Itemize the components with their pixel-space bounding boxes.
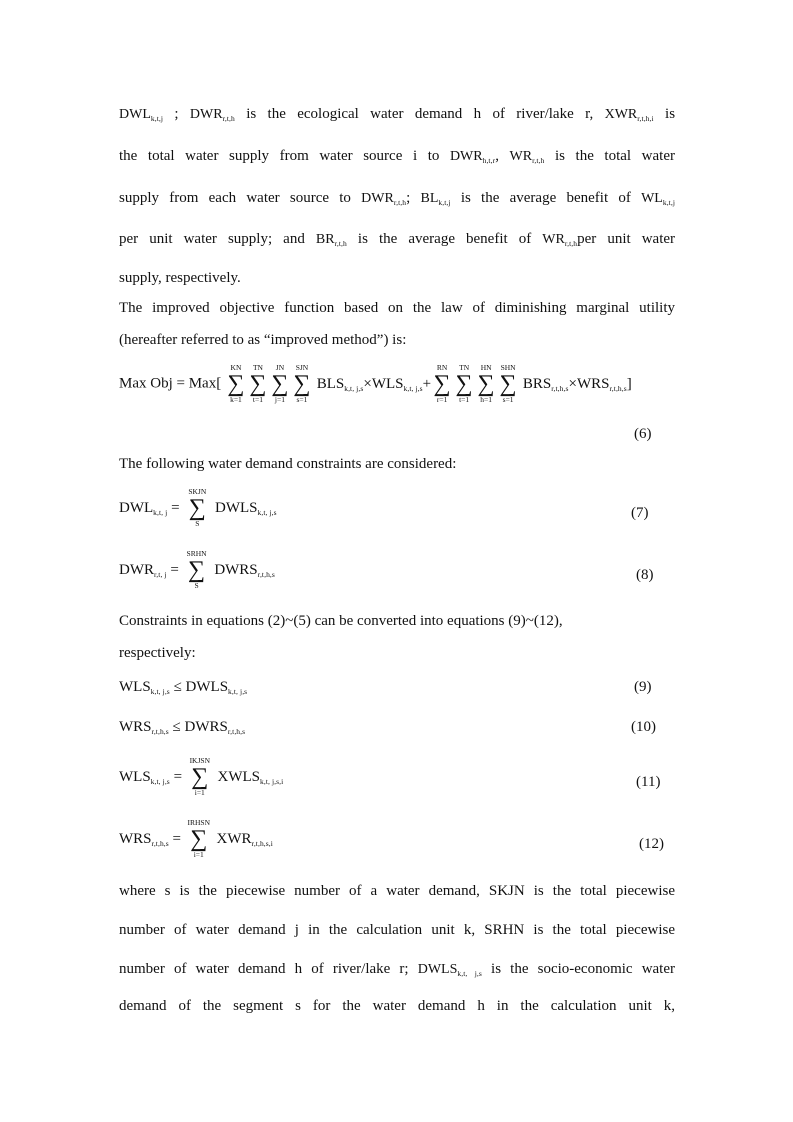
sigma-symbol: ∑ <box>499 371 517 397</box>
sum-t <box>247 364 269 404</box>
equation-number-10: (10) <box>631 719 656 735</box>
sub: r,t,h,s <box>151 838 169 848</box>
equation-number-7: (7) <box>631 505 649 521</box>
sum-upper: SHN <box>500 363 516 372</box>
separator: ; <box>406 190 411 206</box>
sigma-symbol: ∑ <box>190 826 208 852</box>
para4-line2: respectively: <box>119 645 196 661</box>
equation-10 <box>119 719 419 736</box>
sub: r,t,h <box>564 239 578 248</box>
sum-s <box>291 364 313 404</box>
sub: h,t,r <box>482 156 496 165</box>
sub: r,t,h,i <box>637 114 654 123</box>
sum-upper: SJN <box>295 363 309 372</box>
var-xwr: XWR <box>604 107 638 122</box>
sum-s2 <box>497 364 519 404</box>
sum-upper: TN <box>459 363 470 372</box>
sum-k <box>225 364 247 404</box>
para1-line1 <box>119 106 675 123</box>
sub: r,t,h <box>393 198 407 207</box>
sum-s <box>183 550 211 590</box>
equation-6 <box>119 364 719 404</box>
sum-lower: t=1 <box>252 395 263 404</box>
eq11-lhs: WLS <box>119 768 151 785</box>
sub: k,t, j,s <box>150 687 170 696</box>
sigma-symbol: ∑ <box>249 371 267 397</box>
sum-lower: t=1 <box>459 395 470 404</box>
sub: r,t,h <box>334 239 347 248</box>
sigma-symbol: ∑ <box>188 495 206 521</box>
sum-upper: SRHN <box>186 549 207 558</box>
para1-line4 <box>119 231 675 248</box>
term-brs: BRS <box>522 375 552 392</box>
sub: r,t,h <box>222 114 235 123</box>
eq12-lhs: WRS <box>119 830 152 847</box>
sum-lower: r=1 <box>436 395 448 404</box>
eq6-lhs: Max Obj = Max[ <box>119 375 222 392</box>
sub: k,t, j,s <box>150 776 170 786</box>
sub: k,t, j,s <box>228 687 248 696</box>
equation-number-9: (9) <box>634 679 652 695</box>
leq-symbol: ≤ <box>173 679 182 695</box>
para5-line1: where s is the piecewise number of a water demand, SKJN is the total piecewise <box>119 883 675 899</box>
term-wrs: WRS <box>576 375 610 392</box>
equation-number-11: (11) <box>636 774 661 790</box>
var-wr: WR <box>509 149 533 164</box>
equation-number-6: (6) <box>634 426 652 442</box>
sum-upper: SKJN <box>188 487 207 496</box>
var-bl: BL <box>420 191 439 206</box>
eq10-lhs: WRS <box>119 719 152 735</box>
times-symbol: × <box>568 375 577 392</box>
para1-line5: supply, respectively. <box>119 270 241 286</box>
sub: k,t, j,s <box>257 507 277 517</box>
sub: k,t, j,s,i <box>260 776 284 786</box>
text: supply from each water source to <box>119 190 351 206</box>
text: is the average benefit of <box>460 190 631 206</box>
sub: k,t, j <box>153 507 168 517</box>
sum-lower: S <box>195 519 200 528</box>
sigma-symbol: ∑ <box>191 764 209 790</box>
sub: k,t,j <box>662 198 676 207</box>
sum-lower: S <box>194 581 199 590</box>
sigma-symbol: ∑ <box>477 371 495 397</box>
sum-upper: IKJSN <box>189 756 210 765</box>
term-wls: WLS <box>371 375 404 392</box>
sum-lower: k=1 <box>230 395 242 404</box>
eq9-lhs: WLS <box>119 679 151 695</box>
sum-lower: h=1 <box>480 395 492 404</box>
sum-upper: JN <box>275 363 285 372</box>
sum-lower: s=1 <box>296 395 308 404</box>
sub: r,t,h,s <box>551 383 569 393</box>
var-dwr: DWR <box>361 191 394 206</box>
eq8-rhs: DWRS <box>214 561 258 578</box>
sigma-symbol: ∑ <box>227 371 245 397</box>
sub: k,t, j,s <box>403 383 423 393</box>
text: is the average benefit of <box>357 231 532 247</box>
sum-upper: HN <box>480 363 492 372</box>
eq11-rhs: XWLS <box>217 768 261 785</box>
eq7-lhs: DWL <box>119 499 154 516</box>
equation-12 <box>119 819 419 859</box>
sigma-symbol: ∑ <box>271 371 289 397</box>
text: is <box>665 106 676 122</box>
equation-number-8: (8) <box>636 567 654 583</box>
sum-lower: i=1 <box>194 788 205 797</box>
sub: r,t,h,s <box>257 569 275 579</box>
eq9-rhs: DWLS <box>185 679 229 695</box>
sigma-symbol: ∑ <box>293 371 311 397</box>
sum-h <box>475 364 497 404</box>
equation-9 <box>119 679 419 696</box>
var-wl: WL <box>641 191 663 206</box>
sub: r,t,h <box>532 156 545 165</box>
para5-line3 <box>119 961 675 978</box>
equation-8 <box>119 550 419 590</box>
para5-line2: number of water demand j in the calculation unit k, SRHN is the total piecewise <box>119 922 675 938</box>
para1-line3 <box>119 190 675 207</box>
text: the total water supply from water source i to <box>119 148 440 164</box>
var-dwr: DWR <box>449 149 483 164</box>
para1-line2 <box>119 148 675 165</box>
sum-upper: KN <box>230 363 242 372</box>
sub: r,t, j <box>154 569 167 579</box>
sum-i <box>186 757 214 797</box>
sum-i <box>185 819 213 859</box>
sub: k,t, j,s <box>344 383 364 393</box>
sum-r <box>431 364 453 404</box>
eq8-lhs: DWR <box>119 561 154 578</box>
sub: k,t,j <box>150 114 164 123</box>
para2-line2: (hereafter referred to as “improved method”) is: <box>119 332 407 348</box>
sigma-symbol: ∑ <box>188 557 206 583</box>
sub: r,t,h,s <box>609 383 627 393</box>
text: is the socio-economic water <box>491 961 676 977</box>
var-dwr: DWR <box>189 107 223 122</box>
sum-t2 <box>453 364 475 404</box>
para4-line1: Constraints in equations (2)~(5) can be converted into equations (9)~(12), <box>119 613 563 629</box>
equation-7 <box>119 488 419 528</box>
text: number of water demand h of river/lake r; <box>119 961 409 977</box>
sum-s <box>183 488 211 528</box>
equation-11 <box>119 757 419 797</box>
sum-upper: IRHSN <box>187 818 211 827</box>
text: per unit water supply; and <box>119 231 305 247</box>
var-wr: WR <box>542 232 565 247</box>
eq12-rhs: XWR <box>216 830 252 847</box>
var-dwl: DWL <box>119 107 151 122</box>
sub: r,t,h,s <box>151 727 169 736</box>
text: is the total water <box>554 148 675 164</box>
term-bls: BLS <box>316 375 345 392</box>
sub: k,t, j,s <box>457 969 482 978</box>
eq7-rhs: DWLS <box>215 499 258 516</box>
separator: ; <box>174 106 179 122</box>
equals-symbol: = <box>171 499 180 516</box>
var-dwls: DWLS <box>417 962 458 977</box>
text: is the ecological water demand h of river/lake r, <box>246 106 594 122</box>
sum-upper: RN <box>436 363 448 372</box>
sum-lower: i=1 <box>193 850 204 859</box>
equals-symbol: = <box>173 768 183 785</box>
sum-upper: TN <box>252 363 263 372</box>
var-br: BR <box>315 232 335 247</box>
close-bracket: ] <box>626 375 632 392</box>
sub: r,t,h,s <box>227 727 246 736</box>
para2-line1: The improved objective function based on the law of diminishing marginal utility <box>119 300 675 316</box>
times-symbol: × <box>363 375 372 392</box>
plus-symbol: + <box>422 375 432 392</box>
sub: r,t,h,s,i <box>251 838 273 848</box>
equals-symbol: = <box>172 830 182 847</box>
para3: The following water demand constraints are considered: <box>119 456 457 472</box>
eq10-rhs: DWRS <box>184 719 228 735</box>
sigma-symbol: ∑ <box>433 371 451 397</box>
leq-symbol: ≤ <box>172 719 181 735</box>
para5-line4: demand of the segment s for the water demand h in the calculation unit k, <box>119 998 675 1014</box>
sub: k,t,j <box>438 198 451 207</box>
comma: , <box>495 148 499 164</box>
sum-j <box>269 364 291 404</box>
sum-lower: j=1 <box>274 395 285 404</box>
sum-lower: s=1 <box>502 395 514 404</box>
equation-number-12: (12) <box>639 836 664 852</box>
equals-symbol: = <box>170 561 179 578</box>
text: per unit water <box>577 231 676 247</box>
sigma-symbol: ∑ <box>455 371 473 397</box>
